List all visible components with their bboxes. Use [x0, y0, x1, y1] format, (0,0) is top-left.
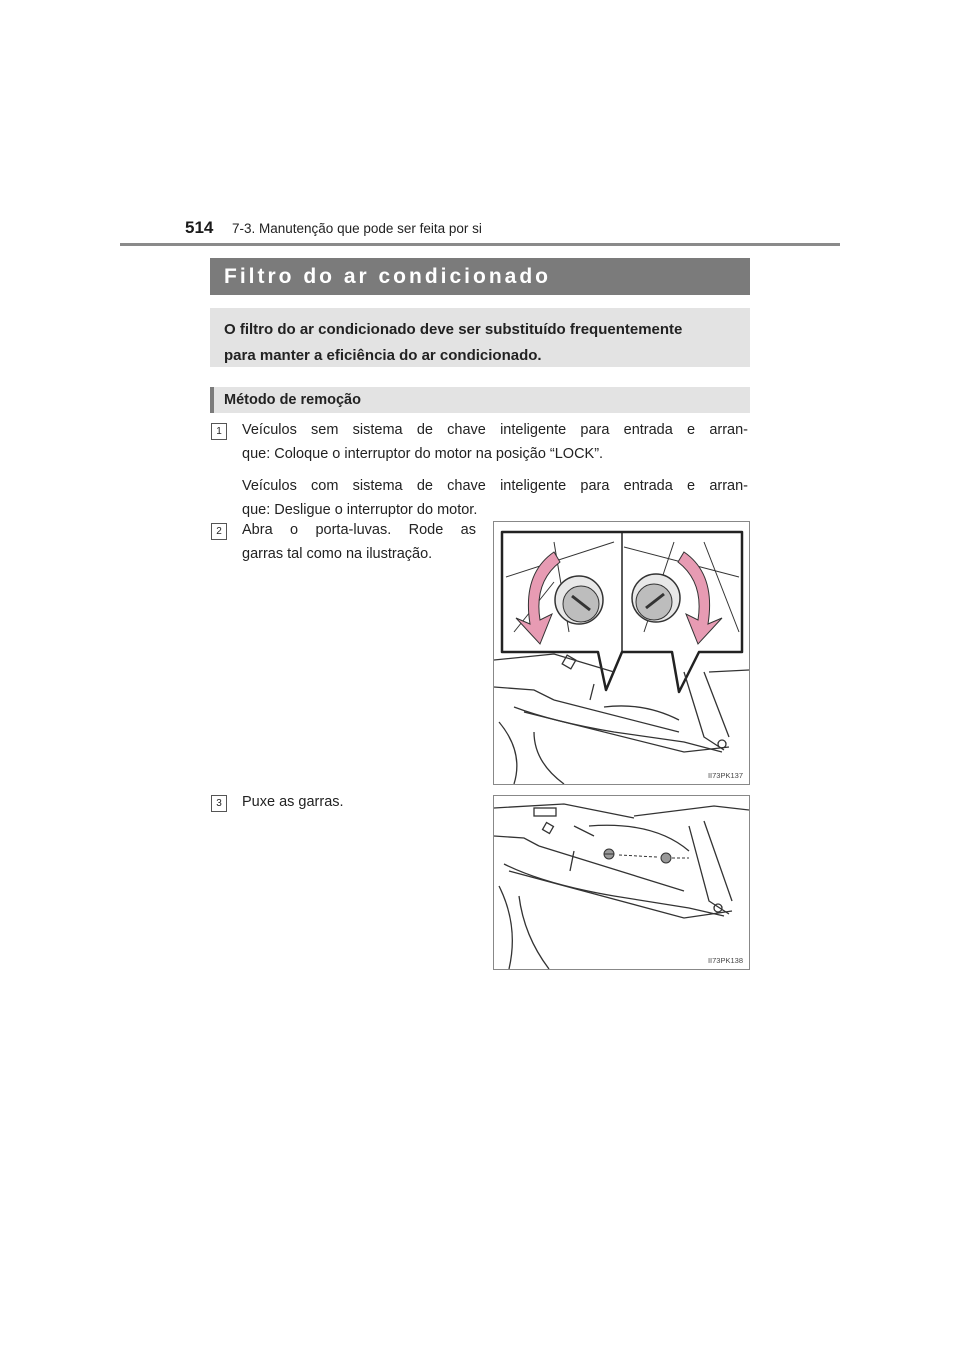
glovebox-pull-illustration [494, 796, 749, 969]
step-number-2: 2 [211, 523, 227, 540]
step-number-1: 1 [211, 423, 227, 440]
step-2-line-2: garras tal como na ilustração. [242, 546, 433, 562]
step-3-line-1: Puxe as garras. [242, 794, 344, 810]
header-rule [120, 243, 840, 246]
figure-glovebox-rotate-claws [493, 521, 750, 785]
page-title: Filtro do ar condicionado [210, 258, 750, 295]
subsection-heading: Método de remoção [210, 387, 750, 413]
intro-line-1: O filtro do ar condicionado deve ser substituído frequentemente [224, 321, 683, 338]
step-1-text [242, 418, 748, 522]
step-1-para-1-line-2: que: Coloque o interruptor do motor na posição “LOCK”. [242, 446, 604, 462]
step-number-3: 3 [211, 795, 227, 812]
intro-box [210, 308, 750, 367]
step-2-text [242, 518, 476, 566]
section-path: 7-3. Manutenção que pode ser feita por si [232, 221, 482, 236]
step-1-para-2-line-1: Veículos com sistema de chave inteligente para entrada e arran- [242, 478, 748, 494]
step-1-para-2-line-2: que: Desligue o interruptor do motor. [242, 502, 478, 518]
figure-code-2: II73PK138 [707, 956, 743, 965]
step-3-text [242, 790, 476, 814]
figure-glovebox-pull-claws [493, 795, 750, 970]
figure-code-1: II73PK137 [707, 771, 743, 780]
page-number: 514 [185, 218, 214, 237]
intro-line-2: para manter a eficiência do ar condicionado. [224, 347, 542, 364]
step-2-line-1: Abra o porta-luvas. Rode as [242, 522, 476, 538]
glovebox-rotate-illustration [494, 522, 749, 784]
step-1-para-1-line-1: Veículos sem sistema de chave inteligente para entrada e arran- [242, 422, 748, 438]
